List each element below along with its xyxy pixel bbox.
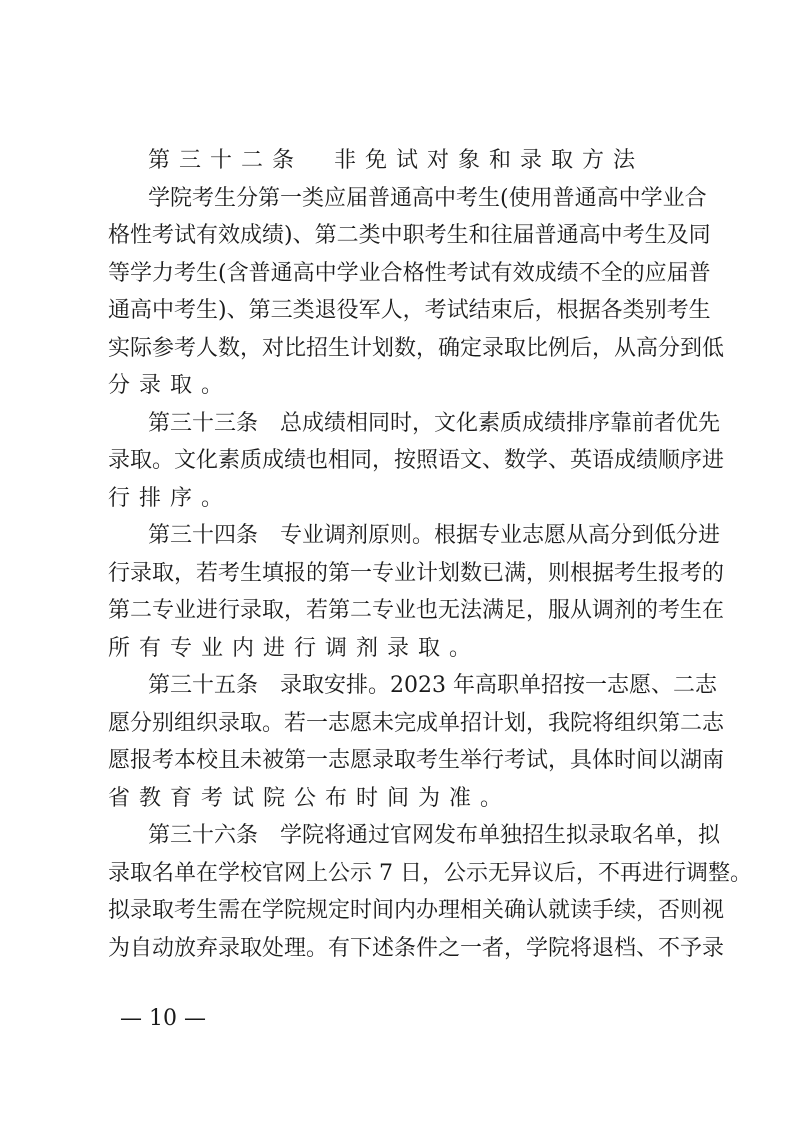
text-line: 愿报考本校且未被第一志愿录取考生举行考试，具体时间以湖南 [108, 748, 725, 773]
text-line: 行录取，若考生填报的第一专业计划数已满，则根据考生报考的 [108, 560, 725, 586]
text-line: 实际参考人数，对比招生计划数，确定录取比例后，从高分到低 [108, 335, 725, 361]
text-line: 格性考试有效成绩)、第二类中职考生和往届普通高中考生及同 [108, 223, 711, 248]
text-line: 愿分别组织录取。若一志愿未完成单招计划，我院将组织第二志 [108, 710, 725, 736]
text-line: 第二专业进行录取，若第二专业也无法满足，服从调剂的考生在 [108, 598, 725, 623]
text-line: 分录取。 [108, 373, 233, 398]
text-line: 所有专业内进行调剂录取。 [108, 635, 481, 661]
text-line: 行排序。 [108, 485, 233, 511]
text-line: 通高中考生)、第三类退役军人，考试结束后，根据各类别考生 [108, 298, 711, 323]
text-line: 第三十三条 总成绩相同时，文化素质成绩排序靠前者优先 [148, 410, 721, 436]
text-line: 第三十四条 专业调剂原则。根据专业志愿从高分到低分进 [148, 523, 721, 548]
text-line: 第三十二条 非免试对象和录取方法 [148, 148, 645, 173]
text-line: 录取名单在学校官网上公示 7 日，公示无异议后，不再进行调整。 [108, 860, 752, 886]
text-line: 第三十六条 学院将通过官网发布单独招生拟录取名单，拟 [148, 823, 721, 848]
text-line: 为自动放弃录取处理。有下述条件之一者，学院将退档、不予录 [108, 935, 725, 961]
text-line: 等学力考生(含普通高中学业合格性考试有效成绩不全的应届普 [108, 260, 711, 286]
page-number: — 10 — [120, 1006, 206, 1031]
text-line: 第三十五条 录取安排。2023 年高职单招按一志愿、二志 [148, 673, 717, 698]
text-line: 拟录取考生需在学院规定时间内办理相关确认就读手续，否则视 [108, 898, 725, 923]
text-line: 录取。文化素质成绩也相同，按照语文、数学、英语成绩顺序进 [108, 448, 725, 473]
text-line: 省教育考试院公布时间为准。 [108, 785, 512, 811]
text-line: 学院考生分第一类应届普通高中考生(使用普通高中学业合 [148, 185, 707, 211]
